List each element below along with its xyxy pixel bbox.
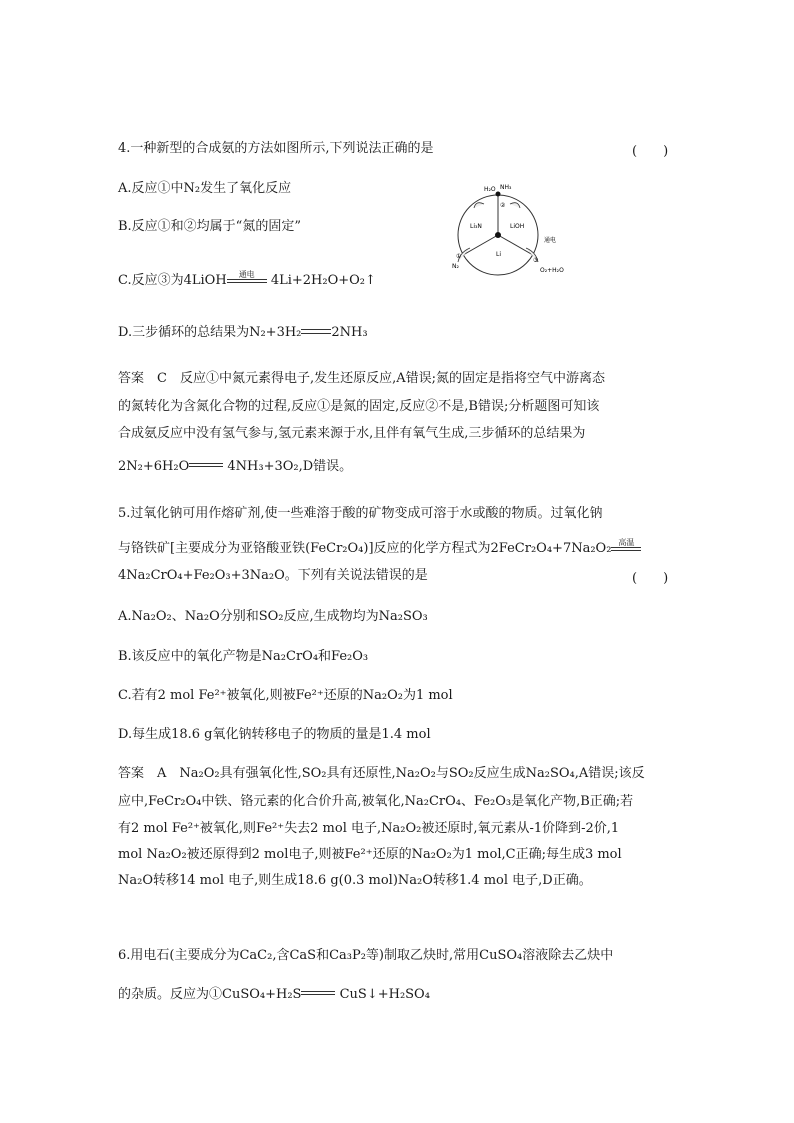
condition-arrow [227, 272, 267, 290]
q4-answer-eq-left: 2N₂+6H₂O [118, 459, 190, 474]
q4-stem: 4.一种新型的合成氨的方法如图所示,下列说法正确的是 [118, 141, 434, 156]
q5-answer-line-2: 应中,FeCr₂O₄中铁、铬元素的化合价升高,被氧化,Na₂CrO₄、Fe₂O₃是氧化产物,B正确;若 [118, 794, 634, 809]
q5-answer-line-1: 答案 A Na₂O₂具有强氧化性,SO₂具有还原性,Na₂O₂与SO₂反应生成Na₂SO₄,A错误;该反 [118, 766, 645, 781]
lioh-label: LiOH [510, 223, 525, 230]
q4-answer-line-1: 答案 C 反应①中氮元素得电子,发生还原反应,A错误;氮的固定是指将空气中游离态 [118, 371, 605, 386]
step-2-label: ② [500, 202, 506, 209]
q4-answer-line-2: 的氮转化为含氮化合物的过程,反应①是氮的固定,反应②不是,B错误;分析题图可知该 [118, 399, 600, 414]
q5-stem-line-3: 4Na₂CrO₄+Fe₂O₃+3Na₂O。下列有关说法错误的是 [118, 568, 428, 583]
q5-answer-line-4: mol Na₂O₂被还原得到2 mol电子,则被Fe²⁺还原的Na₂O₂为1 mol,C正确;每生成3 mol [118, 847, 622, 862]
q6-equation-left: 的杂质。反应为①CuSO₄+H₂S [118, 987, 302, 1002]
q5-answer-line-5: Na₂O转移14 mol 电子,则生成18.6 g(0.3 mol)Na₂O转移1.4 mol 电子,D正确。 [118, 873, 592, 888]
equation-equals [189, 458, 223, 476]
q4-option-d [118, 324, 368, 342]
q4-answer-line-3: 合成氨反应中没有氢气参与,氢元素来源于水,且伴有氧气生成,三步循环的总结果为 [118, 426, 586, 441]
n2-label: N₂ [452, 263, 459, 270]
q4-option-c-left: C.反应③为4LiOH [118, 273, 227, 288]
h2o-label: H₂O [484, 186, 496, 193]
q6-equation-right: CuS↓+H₂SO₄ [339, 987, 430, 1002]
q5-equation-left: 与铬铁矿[主要成分为亚铬酸亚铁(FeCr₂O₄)]反应的化学方程式为2FeCr₂O₄+7Na₂O₂ [118, 541, 612, 556]
q5-option-c: C.若有2 mol Fe²⁺被氧化,则被Fe²⁺还原的Na₂O₂为1 mol [118, 688, 453, 703]
step-3-label: ③ [533, 257, 539, 264]
q5-option-b: B.该反应中的氧化产物是Na₂CrO₄和Fe₂O₃ [118, 649, 369, 664]
q5-option-d: D.每生成18.6 g氧化钠转移电子的物质的量是1.4 mol [118, 727, 431, 742]
q4-answer-paren: ( ) [632, 144, 669, 159]
step-1-label: ① [456, 253, 462, 260]
q4-option-d-right: 2NH₃ [331, 325, 368, 340]
condition-arrow [611, 540, 641, 558]
q4-answer-eq-right: 4NH₃+3O₂,D错误。 [227, 459, 353, 474]
li-label: Li [496, 251, 502, 258]
q5-stem-line-1: 5.过氧化钠可用作熔矿剂,使一些难溶于酸的矿物变成可溶于水或酸的物质。过氧化钠 [118, 506, 603, 521]
q4-option-d-left: D.三步循环的总结果为N₂+3H₂ [118, 325, 302, 340]
equilibrium-arrow [301, 324, 331, 342]
o2-h2o-label: O₂+H₂O [540, 267, 564, 274]
q6-stem-line-1: 6.用电石(主要成分为CaC₂,含CaS和Ca₃P₂等)制取乙炔时,常用CuSO₄溶液除去乙炔中 [118, 948, 614, 963]
condition-label: 高温 [618, 538, 635, 547]
tongdian-label: 通电 [544, 237, 557, 244]
q4-option-a: A.反应①中N₂发生了氧化反应 [118, 181, 292, 196]
q4-option-c-right: 4Li+2H₂O+O₂↑ [270, 273, 376, 288]
q5-option-a: A.Na₂O₂、Na₂O分别和SO₂反应,生成物均为Na₂SO₃ [118, 609, 428, 624]
nh3-label: NH₃ [500, 184, 512, 191]
q4-option-b: B.反应①和②均属于“氮的固定” [118, 219, 301, 234]
q5-stem-line-2 [118, 540, 641, 558]
q4-answer-line-4 [118, 458, 352, 476]
equation-equals [301, 986, 335, 1004]
q5-answer-paren: ( ) [632, 571, 669, 586]
li3n-label: Li₃N [470, 223, 482, 230]
q6-stem-line-2 [118, 986, 430, 1004]
ammonia-cycle-figure [440, 180, 578, 280]
q4-option-c [118, 272, 376, 290]
condition-label: 通电 [238, 270, 255, 279]
cycle-diagram [440, 180, 578, 280]
q5-answer-line-3: 有2 mol Fe²⁺被氧化,则Fe²⁺失去2 mol 电子,Na₂O₂被还原时,氧元素从-1价降到-2价,1 [118, 821, 620, 836]
